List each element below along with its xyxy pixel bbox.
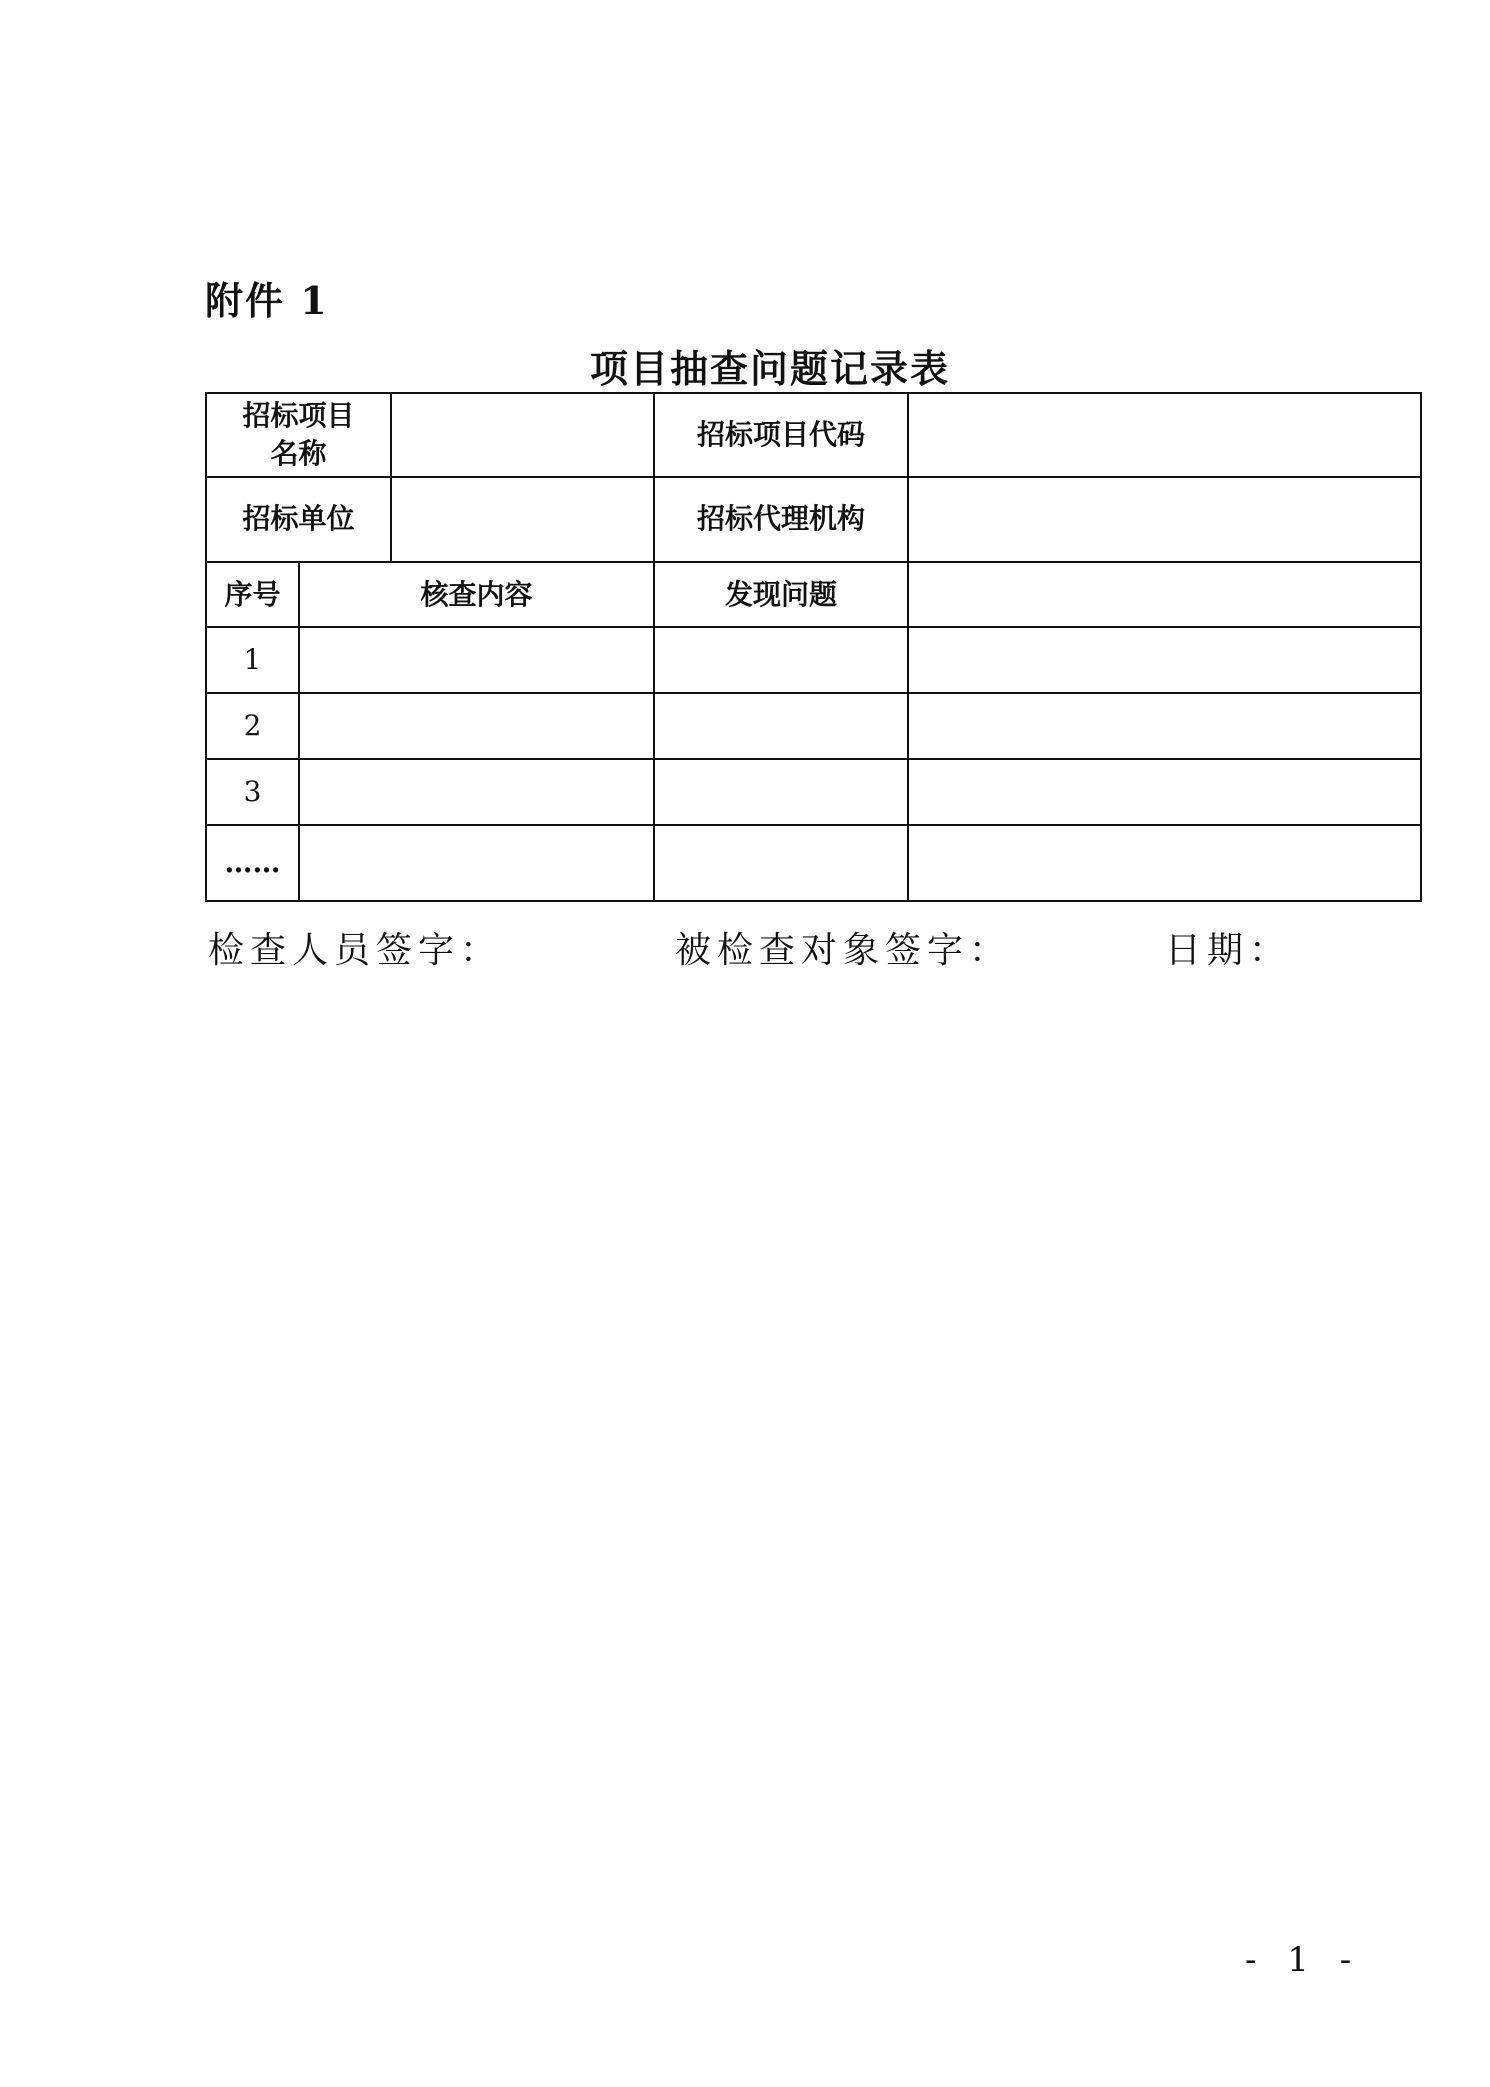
row-extra	[908, 627, 1421, 693]
table-row	[206, 393, 1421, 477]
project-name-value	[391, 393, 654, 477]
form-title: 项目抽查问题记录表	[589, 346, 950, 391]
table-row	[206, 759, 1421, 825]
agency-label: 招标代理机构	[654, 477, 908, 561]
row-seq: ……	[206, 825, 299, 901]
page-number: - 1 -	[1245, 1940, 1362, 1980]
row-extra	[908, 759, 1421, 825]
agency-value	[908, 477, 1421, 561]
row-extra	[908, 693, 1421, 759]
row-content	[299, 825, 654, 901]
column-header-extra	[908, 562, 1421, 628]
table-row	[206, 693, 1421, 759]
column-header-issue: 发现问题	[654, 562, 908, 628]
project-name-label-text: 招标项目名称	[242, 399, 355, 471]
row-seq: 2	[206, 693, 299, 759]
date-label: 日期：	[1165, 930, 1292, 971]
table-row	[206, 825, 1421, 901]
project-code-label: 招标项目代码	[654, 393, 908, 477]
row-issue	[654, 825, 908, 901]
table-row	[206, 477, 1421, 561]
project-code-value	[908, 393, 1421, 477]
inspector-signature-label: 检查人员签字：	[208, 930, 503, 971]
row-issue	[654, 693, 908, 759]
inspected-party-signature-label: 被检查对象签字：	[675, 930, 1012, 971]
tendering-unit-label: 招标单位	[206, 477, 391, 561]
project-name-label	[206, 393, 391, 477]
table-row	[206, 627, 1421, 693]
row-seq: 3	[206, 759, 299, 825]
row-issue	[654, 759, 908, 825]
row-seq: 1	[206, 627, 299, 693]
attachment-label: 附件 1	[205, 278, 329, 323]
row-extra	[908, 825, 1421, 901]
column-header-content: 核查内容	[299, 562, 654, 628]
tendering-unit-value	[391, 477, 654, 561]
row-content	[299, 693, 654, 759]
inspection-record-table	[205, 392, 1422, 902]
row-content	[299, 627, 654, 693]
column-header-seq: 序号	[206, 562, 299, 628]
row-content	[299, 759, 654, 825]
row-issue	[654, 627, 908, 693]
table-header-row	[206, 562, 1421, 628]
